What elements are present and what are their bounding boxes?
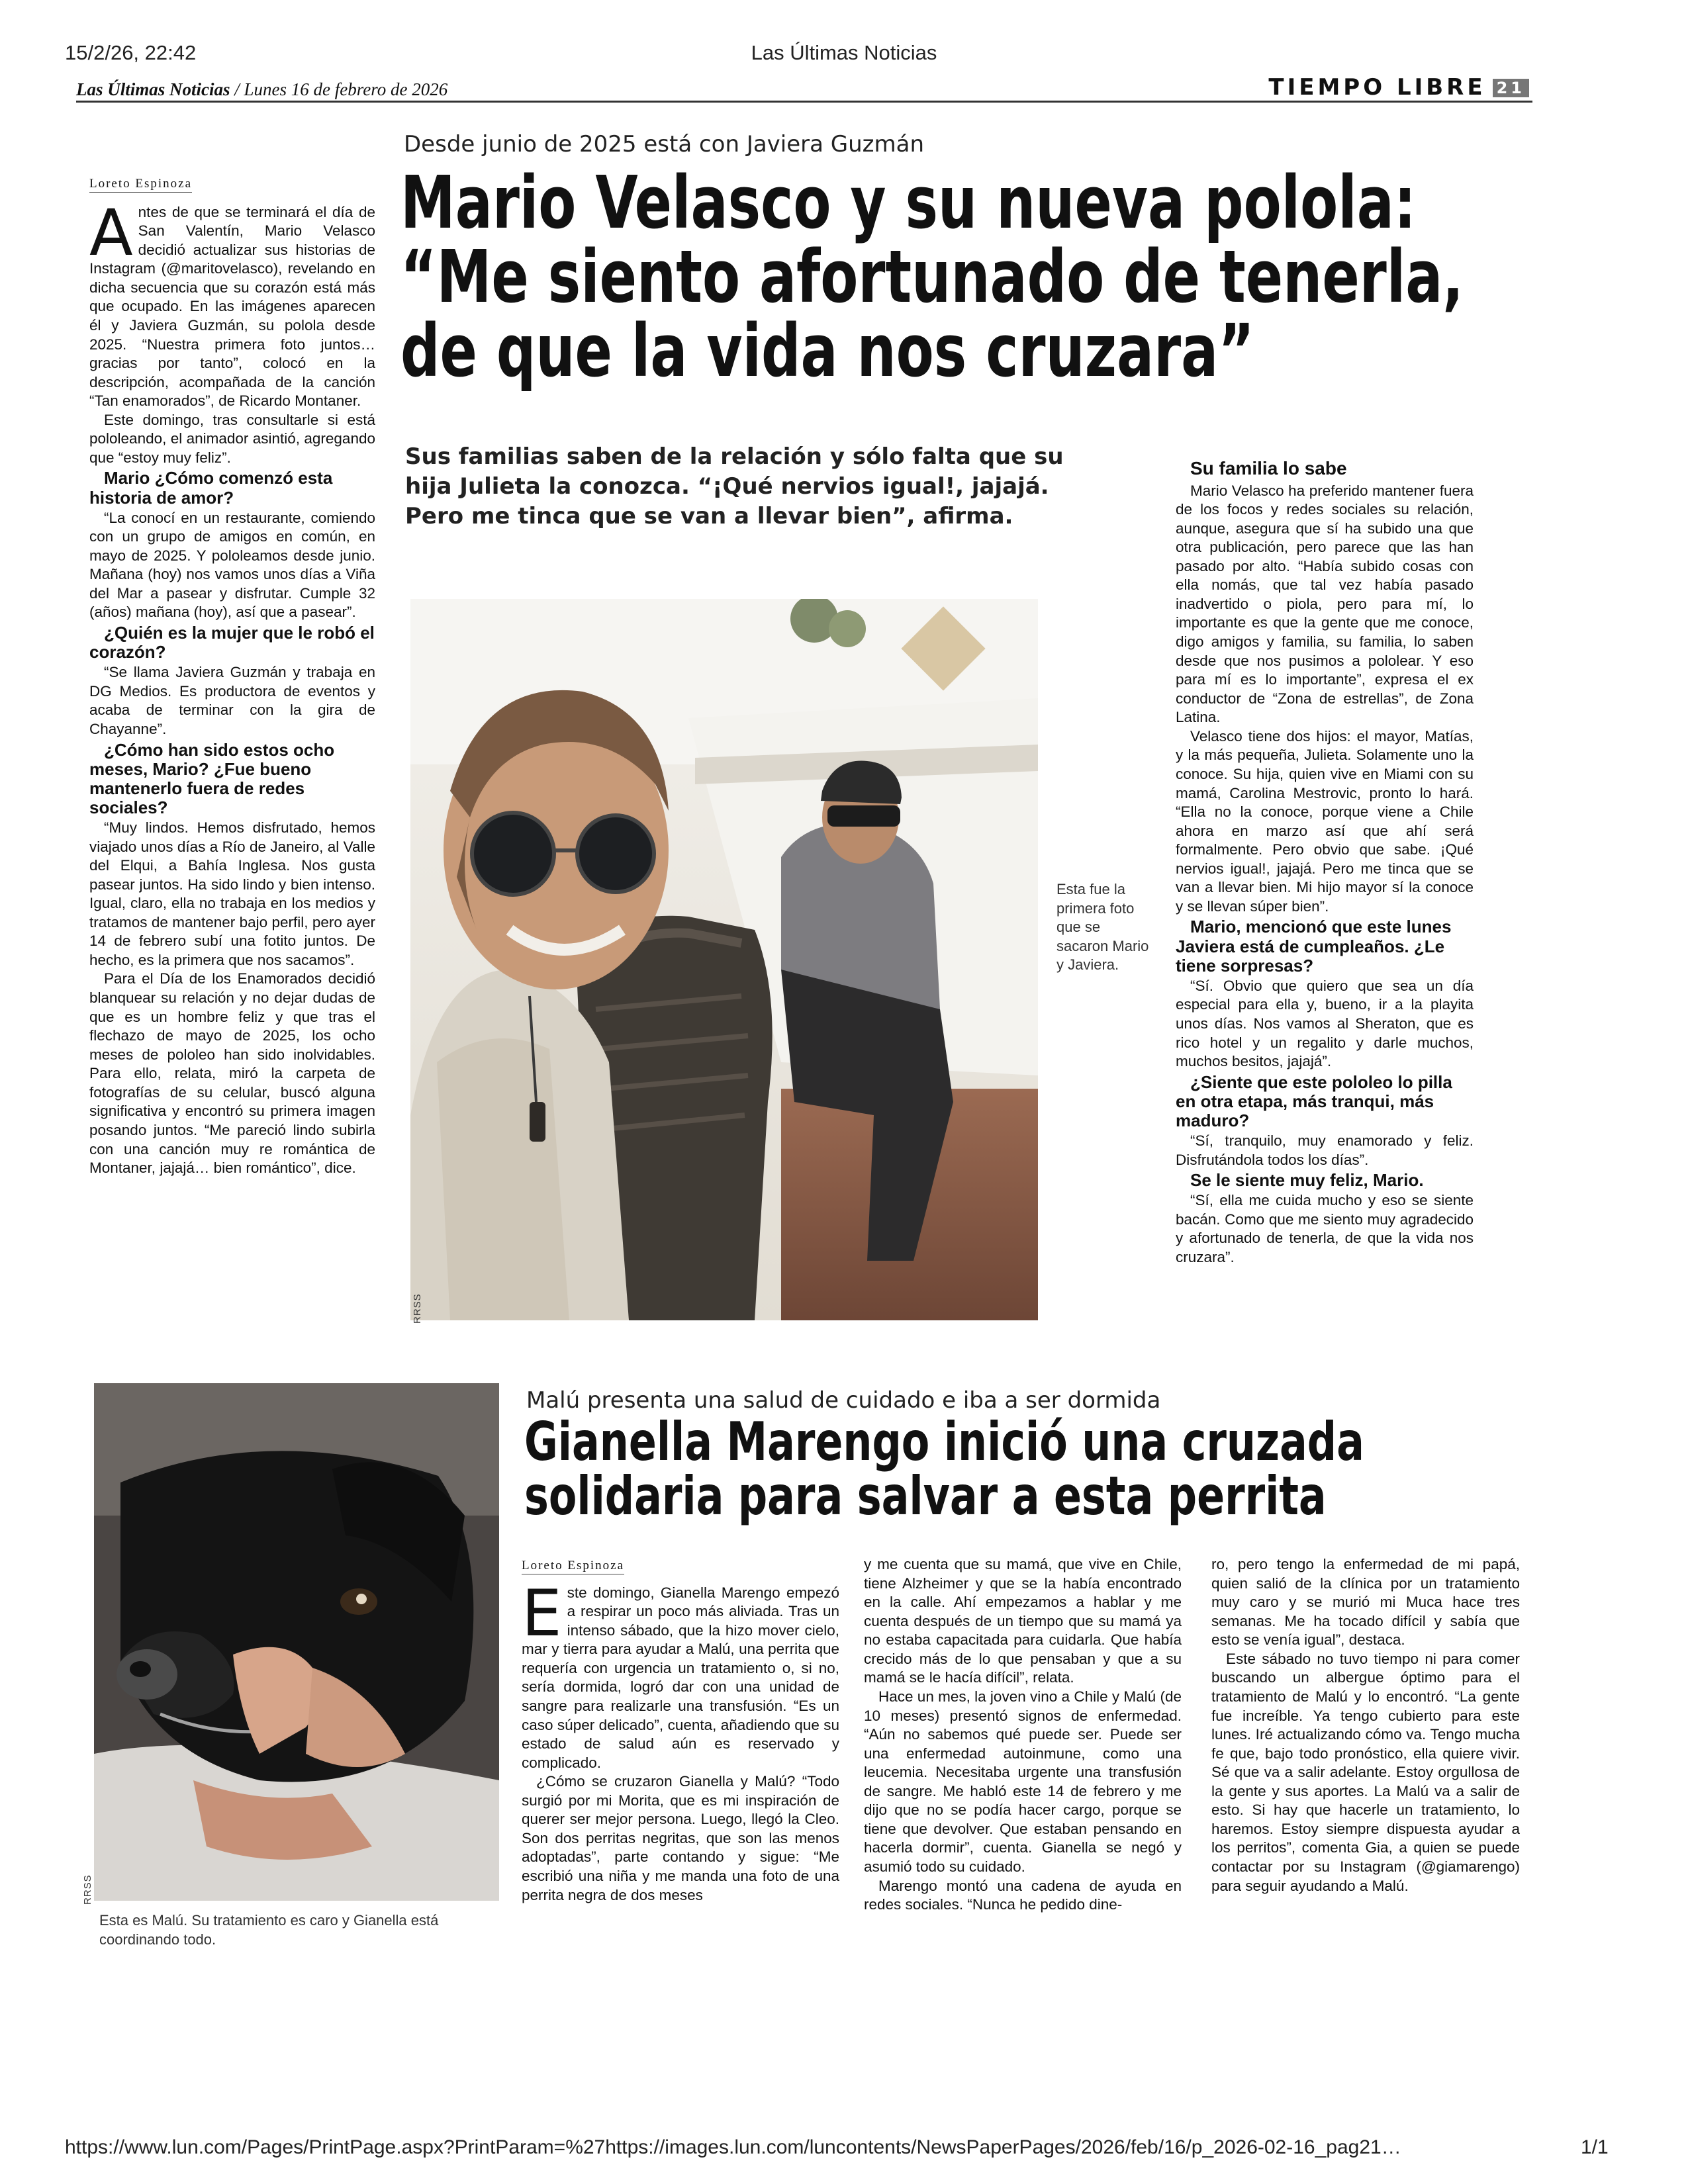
paragraph: Marengo montó una cadena de ayuda en redes sociales. “Nunca he pedido dine- <box>864 1877 1182 1913</box>
dog-photo-illustration <box>94 1383 499 1901</box>
story1-headline-line: de que la vida nos cruzara” <box>400 308 1254 394</box>
paragraph: Velasco tiene dos hijos: el mayor, Matías, y la más pequeña, Julieta. Solamente uno la conoce. Su hija, quien vive en Miami con su mamá, Carolina Mestrovic, pronto lo hará. “Ella no la conoce, porque viene a Chile ahora en marzo así que ahí será formalmente. Pero obvio que sabe. ¡Qué nervios igual!, jajajá. Pero me tinca que se van a llevar bien. Mi hijo mayor sí la conoce y se llevan súper bien”. <box>1176 727 1474 915</box>
story1-deck <box>405 442 1133 531</box>
story2-photo <box>94 1383 499 1901</box>
masthead-date: Lunes 16 de febrero de 2026 <box>244 79 448 99</box>
drop-cap: E <box>522 1576 562 1651</box>
paragraph: Este domingo, Gianella Marengo empezó a respirar un poco más aliviada. Tras un intenso sábado, que la hizo mover cielo, mar y tierra para ayudar a Malú, una perrita que requería con urgencia un tratamiento o, si no, sería dormida, logró dar con una unidad de sangre para realizarle una transfusión. “Es un caso súper delicado”, cuenta, añadiendo que su estado de salud aún es reservado y complicado. <box>522 1576 839 1771</box>
interview-question: Mario ¿Cómo comenzó esta historia de amor? <box>89 468 333 508</box>
interview-question: ¿Quién es la mujer que le robó el corazón? <box>89 623 375 662</box>
paragraph: Para el Día de los Enamorados decidió blanquear su relación y no dejar dudas de que es un hombre feliz y que tras el flechazo de mayo de 2025, los ocho meses de pololeo han sido inolvidables. Para ello, relata, miró la carpeta de fotografías de su celular, buscó alguna significativa y encontró su primera imagen posando juntos. “Me pareció lindo subirla con una canción muy re romántica de Montaner, jajajá… bien romántico”, dice. <box>89 970 375 1177</box>
subheading: Su familia lo sabe <box>1190 458 1347 478</box>
interview-question: ¿Siente que este pololeo lo pilla en otra etapa, más tranqui, más maduro? <box>1176 1071 1452 1130</box>
couple-photo-illustration <box>410 599 1038 1320</box>
paragraph: ro, pero tengo la enfermedad de mi papá, quien salió de la clínica por un tratamiento muy caro y se murió mi Muca hace tres semanas. Me ha tocado difícil y sabía que esto se venía igual”, destaca. <box>1211 1556 1520 1649</box>
story1-deck-line: Pero me tinca que se van a llevar bien”, afirma. <box>405 502 1013 529</box>
print-datetime: 15/2/26, 22:42 <box>65 41 197 64</box>
story1-byline: Loreto Espinoza <box>89 177 192 193</box>
paragraph: ¿Cómo se cruzaron Gianella y Malú? “Todo surgió por mi Morita, que es mi inspiración de querer ser mejor persona. Luego, llegó la Cleo. Son dos perritas negritas, que son las menos adoptadas”, parte contando y sigue: “Me escribió una niña y me manda una foto de una perrita negra de dos meses <box>522 1773 839 1903</box>
story2-headline <box>524 1411 1364 1527</box>
story2-column-3 <box>1211 1555 1520 1895</box>
story2-column-1 <box>522 1555 839 1905</box>
story1-headline-line: Mario Velasco y su nueva polola: <box>400 160 1417 245</box>
print-page-count: 1/1 <box>1581 2136 1609 2158</box>
story1-photo-caption: Esta fue la primera foto que se sacaron Mario y Javiera. <box>1056 881 1149 974</box>
interview-question: ¿Cómo han sido estos ocho meses, Mario? ¿Fue bueno mantenerlo fuera de redes sociales? <box>89 739 335 817</box>
story2-photo-caption: Esta es Malú. Su tratamiento es caro y Gianella está coordinando todo. <box>99 1912 439 1948</box>
paragraph: “Muy lindos. Hemos disfrutado, hemos viajado unos días a Río de Janeiro, al Valle del Elqui, a Bahía Inglesa. Nos gusta pasear juntos. Ha sido lindo y bien intenso. Igual, claro, ella no trabaja en los medios y tratamos de mantener bajo perfil, pero ayer 14 de febrero subí una fotito juntos. De hecho, es la primera que nos sacamos”. <box>89 819 375 968</box>
section-tag <box>1268 74 1529 101</box>
interview-question: Se le siente muy feliz, Mario. <box>1190 1170 1424 1191</box>
print-page-title: Las Últimas Noticias <box>751 41 937 64</box>
story1-column-1 <box>89 173 375 1178</box>
story1-deck-line: hija Julieta la conozca. “¡Qué nervios igual!, jajajá. <box>405 473 1049 500</box>
story1-headline-line: “Me siento afortunado de tenerla, <box>400 234 1464 320</box>
paragraph: Antes de que se terminará el día de San Valentín, Mario Velasco decidió actualizar sus historias de Instagram (@maritovelasco), revelando en dicha secuencia que su corazón está más que ocupado. En las imágenes aparecen él y Javiera Guzmán, su polola desde 2025. “Nuestra primera foto juntos… gracias por tanto”, colocó en la descripción, acompañada de la canción “Tan enamorados”, de Ricardo Montaner. <box>89 195 375 410</box>
story2-byline: Loreto Espinoza <box>522 1559 624 1574</box>
paragraph: Hace un mes, la joven vino a Chile y Malú (de 10 meses) presentó signos de enfermedad. “Aún no sabemos qué puede ser. Puede ser una enfermedad autoinmune, como una leucemia. Necesitaba urgente una transfusión de sangre. Me habló este 14 de febrero y me dijo que no se podía hacer cargo, porque se tiene que devolver. Que estaban pensando en hacerla dormir”, cuenta. Gianella se negó y asumió todo su cuidado. <box>864 1688 1182 1875</box>
story1-photo-credit: RRSS <box>412 1293 423 1324</box>
drop-cap: A <box>89 195 133 270</box>
story2-headline-line: solidaria para salvar a esta perrita <box>524 1465 1327 1527</box>
interview-question: Mario, mencionó que este lunes Javiera está de cumpleaños. ¿Le tiene sorpresas? <box>1176 917 1452 976</box>
story2-headline-line: Gianella Marengo inició una cruzada <box>524 1411 1364 1473</box>
masthead-paper: Las Últimas Noticias <box>76 79 230 99</box>
masthead-rule <box>76 101 1532 103</box>
story2-kicker: Malú presenta una salud de cuidado e iba a ser dormida <box>526 1387 1161 1414</box>
paragraph: y me cuenta que su mamá, que vive en Chile, tiene Alzheimer y que se la había encontrado en la calle. Ahí empezamos a hablar y me cuenta después de un tiempo que su mamá ya no estaba capacitada para cuidarla. Que había crecido más de lo que pensaban y que a su mamá se le hacía difícil”, relata. <box>864 1556 1182 1686</box>
paragraph: Este domingo, tras consultarle si está pololeando, el animador asintió, agregando que “estoy muy feliz”. <box>89 411 375 466</box>
paragraph: Este sábado no tuvo tiempo ni para comer buscando un albergue óptimo para el tratamiento de Malú y lo encontró. “La gente fue increíble. Ya tengo cubierto para este lunes. Iré actualizando cómo va. Tengo mucha fe que, bajo todo pronóstico, ella quiere vivir. Sé que va a salir adelante. Estoy orgullosa de la gente y sus aportes. La Malú va a salir de esto. Si hay que hacerle un tratamiento, lo haremos. Estoy siempre dispuesta ayudar a los perritos”, comenta Gia, a quien se puede contactar por su Instagram (@giamarengo) para seguir ayudando a Malú. <box>1211 1650 1520 1894</box>
paragraph: “Sí. Obvio que quiero que sea un día especial para ella y, bueno, ir a la playita unos días. Nos vamos al Sheraton, que es rico hotel y un regalito y darle muchos, muchos besitos, jajajá”. <box>1176 977 1474 1070</box>
paragraph: “Sí, tranquilo, muy enamorado y feliz. Disfrutándola todos los días”. <box>1176 1132 1474 1168</box>
story1-column-3 <box>1176 457 1474 1267</box>
paragraph: “Sí, ella me cuida mucho y eso se siente bacán. Como que me siento muy agradecido y afortunado de tenerla, de que la vida nos cruzara”. <box>1176 1192 1474 1265</box>
section-name: TIEMPO LIBRE <box>1268 74 1486 101</box>
story1-photo <box>410 599 1038 1320</box>
print-url: https://www.lun.com/Pages/PrintPage.aspx?PrintParam=%27https://images.lun.com/luncontents/NewsPaperPages/2026/feb/16/p_2026-02-16_pag21… <box>65 2136 1401 2158</box>
story2-column-2 <box>864 1555 1182 1915</box>
story2-photo-credit: RRSS <box>82 1874 93 1905</box>
story1-deck-line: Sus familias saben de la relación y sólo falta que su <box>405 443 1064 470</box>
masthead: Las Últimas Noticias / Lunes 16 de febrero de 2026 <box>76 79 448 99</box>
paragraph: “La conocí en un restaurante, comiendo con un grupo de amigos en común, en mayo de 2025. Y pololeamos desde junio. Mañana (hoy) nos vamos unos días a Viña del Mar a pasear y disfrutar. Cumple 32 (años) mañana (hoy), así que a pasear”. <box>89 509 375 621</box>
story1-kicker: Desde junio de 2025 está con Javiera Guzmán <box>404 131 925 158</box>
paragraph: “Se llama Javiera Guzmán y trabaja en DG Medios. Es productora de eventos y acaba de terminar con la gira de Chayanne”. <box>89 664 375 737</box>
paragraph: Mario Velasco ha preferido mantener fuera de los focos y redes sociales su relación, aunque, asegura que sí ha subido una que otra publicación, pero parece que las han pasado por alto. “Había subido cosas con ella nomás, que tal vez había pasado inadvertido o piola, pero para mí, lo importante es que la gente que me conoce, digo amigos y familia, su familia, lo saben desde que nos pusimos a pololear. Y eso para mí es lo importante”, expresa el ex conductor de “Zona de estrellas”, de Zona Latina. <box>1176 482 1474 726</box>
story1-headline <box>400 160 1464 394</box>
page-number: 21 <box>1493 79 1529 97</box>
